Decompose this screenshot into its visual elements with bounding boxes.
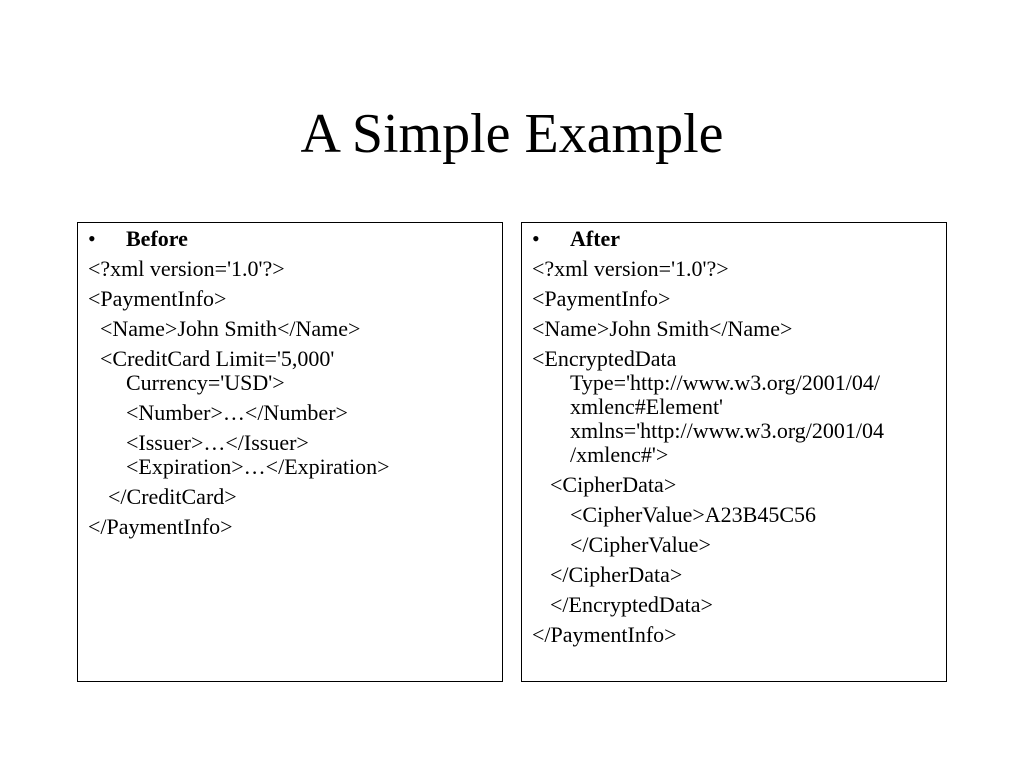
code-line: <?xml version='1.0'?>	[532, 256, 729, 281]
code-line: <Expiration>…</Expiration>	[126, 454, 390, 479]
code-line: </PaymentInfo>	[88, 514, 233, 539]
code-line: <PaymentInfo>	[88, 286, 227, 311]
code-line: <?xml version='1.0'?>	[88, 256, 285, 281]
code-line-group	[532, 347, 938, 467]
code-line: <CipherValue>A23B45C56	[570, 502, 817, 527]
code-line: <Name>John Smith</Name>	[100, 316, 361, 341]
code-line: </CreditCard>	[108, 484, 237, 509]
code-line: Type='http://www.w3.org/2001/04/	[570, 370, 880, 395]
after-heading-row	[532, 227, 938, 251]
code-line: </CipherData>	[550, 562, 683, 587]
after-panel	[521, 222, 947, 682]
slide-title: A Simple Example	[300, 103, 724, 165]
code-line: <CipherData>	[550, 472, 677, 497]
before-panel	[77, 222, 503, 682]
code-line: xmlns='http://www.w3.org/2001/04	[570, 418, 884, 443]
before-heading-row	[88, 227, 494, 251]
code-line: <CreditCard Limit='5,000' Currency='USD'>	[100, 346, 340, 395]
code-line: </PaymentInfo>	[532, 622, 677, 647]
code-line: xmlenc#Element'	[570, 394, 724, 419]
code-line: <EncryptedData	[532, 346, 677, 371]
code-line: </CipherValue>	[570, 532, 711, 557]
code-line: /xmlenc#'>	[570, 442, 669, 467]
code-line: <Name>John Smith</Name>	[532, 316, 793, 341]
before-heading: Before	[126, 226, 188, 251]
code-line: <Issuer>…</Issuer>	[126, 430, 309, 455]
code-line: <Number>…</Number>	[126, 400, 348, 425]
bullet-icon: •	[88, 226, 96, 251]
code-line: </EncryptedData>	[550, 592, 713, 617]
bullet-icon: •	[532, 226, 540, 251]
code-line: <PaymentInfo>	[532, 286, 671, 311]
after-heading: After	[570, 226, 621, 251]
code-line-group	[88, 431, 494, 479]
